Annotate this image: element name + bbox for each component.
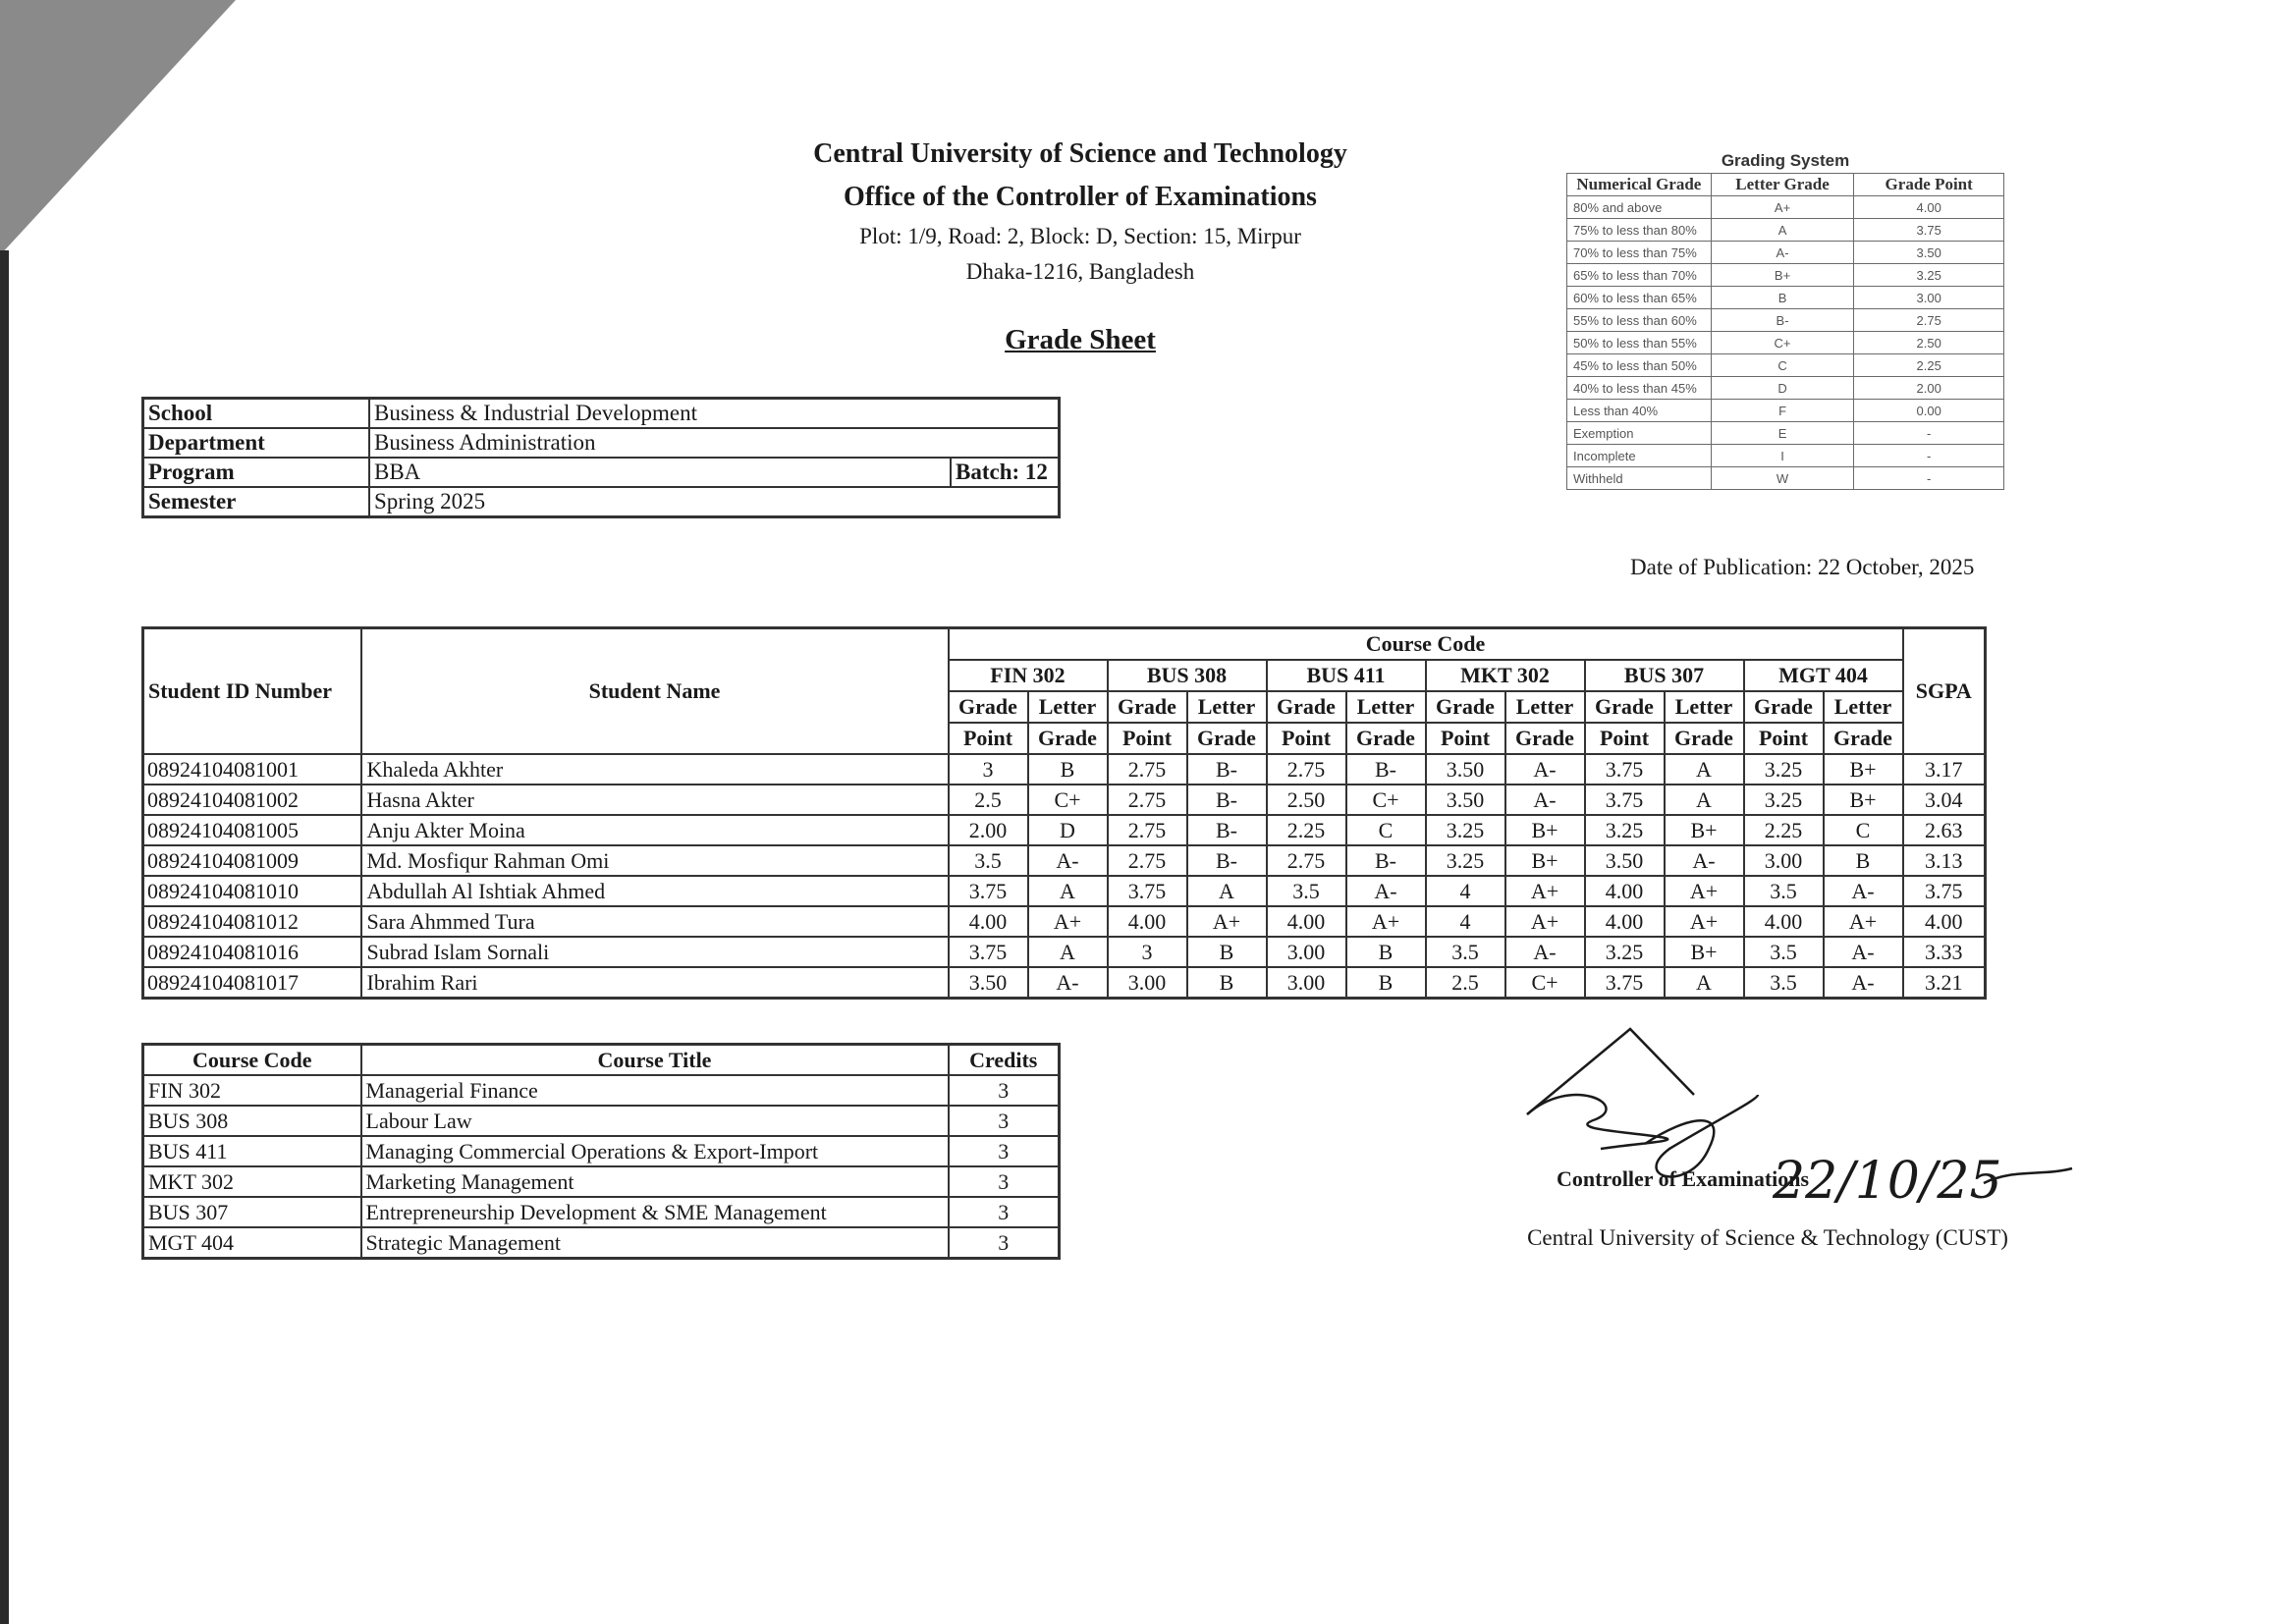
sgpa-cell: 3.13: [1903, 845, 1986, 876]
grading-numerical: Incomplete: [1567, 445, 1712, 467]
student-name: Anju Akter Moina: [361, 815, 949, 845]
grade-point-header: Point: [1744, 723, 1824, 754]
student-name: Khaleda Akhter: [361, 754, 949, 785]
student-id: 08924104081002: [143, 785, 361, 815]
letter-grade-cell: A: [1665, 785, 1744, 815]
grade-point-header: Grade: [949, 691, 1028, 723]
grading-point: 0.00: [1854, 400, 2004, 422]
page-title: Grade Sheet: [1005, 324, 1156, 355]
grade-point-cell: 2.5: [949, 785, 1028, 815]
course-credits: 3: [949, 1227, 1060, 1259]
grading-numerical: 55% to less than 60%: [1567, 309, 1712, 332]
grading-row: [1567, 377, 2004, 400]
grading-row: [1567, 309, 2004, 332]
grade-point-cell: 4.00: [1585, 906, 1665, 937]
student-name-header: Student Name: [361, 628, 949, 755]
grade-point-cell: 4: [1426, 906, 1505, 937]
letter-grade-header: Letter: [1505, 691, 1585, 723]
student-name: Abdullah Al Ishtiak Ahmed: [361, 876, 949, 906]
batch-value: Batch: 12: [951, 458, 1060, 487]
grade-point-header: Point: [949, 723, 1028, 754]
course-header: FIN 302: [949, 660, 1108, 691]
grade-point-header: Point: [1585, 723, 1665, 754]
letter-grade-cell: A-: [1824, 876, 1903, 906]
course-title: Managing Commercial Operations & Export-Import: [361, 1136, 949, 1166]
grade-point-cell: 3.25: [1585, 815, 1665, 845]
address-line-2: Dhaka-1216, Bangladesh: [965, 259, 1195, 284]
sgpa-cell: 3.04: [1903, 785, 1986, 815]
grade-point-cell: 3.00: [1108, 967, 1187, 999]
student-name: Ibrahim Rari: [361, 967, 949, 999]
letter-grade-cell: A-: [1824, 967, 1903, 999]
grade-point-cell: 3.75: [949, 937, 1028, 967]
grading-point: 3.75: [1854, 219, 2004, 242]
student-name: Hasna Akter: [361, 785, 949, 815]
grade-point-cell: 2.75: [1108, 845, 1187, 876]
signature-scribble: [1434, 1021, 2102, 1227]
grading-point: 2.00: [1854, 377, 2004, 400]
letter-grade-cell: B-: [1187, 754, 1267, 785]
list-item: [143, 1075, 1060, 1106]
grade-point-cell: 3.75: [1585, 754, 1665, 785]
grade-point-cell: 3.50: [1426, 785, 1505, 815]
letter-grade-cell: B: [1187, 967, 1267, 999]
table-row: [143, 876, 1986, 906]
grading-numerical: 70% to less than 75%: [1567, 242, 1712, 264]
letter-grade-cell: B: [1346, 937, 1426, 967]
grade-point-cell: 3.75: [949, 876, 1028, 906]
letter-grade-cell: B: [1187, 937, 1267, 967]
student-id: 08924104081017: [143, 967, 361, 999]
grading-letter: B-: [1711, 309, 1854, 332]
grade-point-cell: 3.5: [949, 845, 1028, 876]
letter-grade-cell: B-: [1187, 785, 1267, 815]
school-value: Business & Industrial Development: [369, 399, 1060, 429]
letter-grade-cell: B: [1028, 754, 1108, 785]
grading-letter: E: [1711, 422, 1854, 445]
letter-grade-cell: B-: [1346, 845, 1426, 876]
letter-grade-cell: B+: [1665, 937, 1744, 967]
letter-grade-header: Letter: [1187, 691, 1267, 723]
letter-grade-cell: A-: [1505, 937, 1585, 967]
table-row: [143, 845, 1986, 876]
grading-numerical: 65% to less than 70%: [1567, 264, 1712, 287]
grading-numerical: 40% to less than 45%: [1567, 377, 1712, 400]
grading-letter: D: [1711, 377, 1854, 400]
grade-point-cell: 3.50: [949, 967, 1028, 999]
program-info-table: [141, 397, 1061, 518]
grading-letter: A+: [1711, 196, 1854, 219]
grading-numerical: 50% to less than 55%: [1567, 332, 1712, 354]
letter-grade-cell: B+: [1505, 815, 1585, 845]
grading-numerical: 45% to less than 50%: [1567, 354, 1712, 377]
letter-grade-cell: C: [1824, 815, 1903, 845]
grade-point-header: Point: [1426, 723, 1505, 754]
program-value: BBA: [369, 458, 951, 487]
controller-label: Controller of Examinations: [1557, 1166, 1810, 1191]
letter-grade-cell: A+: [1505, 906, 1585, 937]
course-credits: 3: [949, 1136, 1060, 1166]
letter-grade-cell: B: [1346, 967, 1426, 999]
university-name: Central University of Science and Technology: [813, 138, 1347, 169]
course-credits: 3: [949, 1106, 1060, 1136]
course-header: BUS 307: [1585, 660, 1744, 691]
grading-point: 3.00: [1854, 287, 2004, 309]
letter-grade-cell: A: [1028, 876, 1108, 906]
letter-grade-cell: D: [1028, 815, 1108, 845]
grade-point-cell: 3.50: [1585, 845, 1665, 876]
grade-point-cell: 4.00: [1585, 876, 1665, 906]
grading-letter: A: [1711, 219, 1854, 242]
grading-system-title: Grading System: [1721, 151, 1850, 170]
list-item: [143, 1197, 1060, 1227]
grading-row: [1567, 422, 2004, 445]
address-line-1: Plot: 1/9, Road: 2, Block: D, Section: 15, Mirpur: [859, 224, 1301, 248]
grading-numerical: 75% to less than 80%: [1567, 219, 1712, 242]
letter-grade-cell: A-: [1028, 967, 1108, 999]
grade-point-cell: 3.25: [1426, 815, 1505, 845]
course-code: MGT 404: [143, 1227, 361, 1259]
grading-letter: I: [1711, 445, 1854, 467]
grading-numerical: Less than 40%: [1567, 400, 1712, 422]
grade-point-cell: 4.00: [1108, 906, 1187, 937]
grading-point: -: [1854, 445, 2004, 467]
student-name: Sara Ahmmed Tura: [361, 906, 949, 937]
letter-grade-header: Grade: [1346, 723, 1426, 754]
grade-point-cell: 2.25: [1744, 815, 1824, 845]
course-code: BUS 308: [143, 1106, 361, 1136]
school-label: School: [143, 399, 370, 429]
grading-letter: A-: [1711, 242, 1854, 264]
grading-row: [1567, 400, 2004, 422]
grading-row: [1567, 287, 2004, 309]
letter-grade-cell: A+: [1665, 906, 1744, 937]
list-item: [143, 1136, 1060, 1166]
grading-numerical: Exemption: [1567, 422, 1712, 445]
letter-grade-cell: A+: [1187, 906, 1267, 937]
course-code: BUS 411: [143, 1136, 361, 1166]
student-id: 08924104081012: [143, 906, 361, 937]
grading-point: 2.75: [1854, 309, 2004, 332]
grade-point-cell: 3.25: [1744, 785, 1824, 815]
university-footer: Central University of Science & Technology (CUST): [1527, 1225, 2008, 1250]
grade-point-cell: 3.5: [1744, 967, 1824, 999]
student-name: Md. Mosfiqur Rahman Omi: [361, 845, 949, 876]
grade-point-cell: 4.00: [1744, 906, 1824, 937]
course-code: FIN 302: [143, 1075, 361, 1106]
grade-point-header: Point: [1108, 723, 1187, 754]
grading-letter: C+: [1711, 332, 1854, 354]
course-title: Marketing Management: [361, 1166, 949, 1197]
course-code: BUS 307: [143, 1197, 361, 1227]
grade-point-cell: 2.5: [1426, 967, 1505, 999]
signature-date: 22/10/25: [1773, 1152, 2002, 1211]
sgpa-cell: 3.21: [1903, 967, 1986, 999]
grading-system: [1566, 149, 2004, 490]
course-title: Labour Law: [361, 1106, 949, 1136]
letter-grade-cell: A: [1665, 754, 1744, 785]
grade-point-cell: 3.00: [1267, 937, 1346, 967]
letter-grade-cell: A+: [1665, 876, 1744, 906]
table-row: [143, 754, 1986, 785]
sgpa-cell: 3.17: [1903, 754, 1986, 785]
table-row: [143, 815, 1986, 845]
course-title: Managerial Finance: [361, 1075, 949, 1106]
grade-point-cell: 3.5: [1267, 876, 1346, 906]
grade-point-cell: 3.25: [1744, 754, 1824, 785]
student-id: 08924104081010: [143, 876, 361, 906]
grading-letter: B: [1711, 287, 1854, 309]
grading-point: 2.25: [1854, 354, 2004, 377]
grade-point-cell: 2.75: [1108, 754, 1187, 785]
list-item: [143, 1166, 1060, 1197]
scan-corner-fold: [0, 0, 236, 255]
grade-point-cell: 3.00: [1267, 967, 1346, 999]
letter-grade-header: Letter: [1824, 691, 1903, 723]
grading-row: [1567, 332, 2004, 354]
grade-point-cell: 4.00: [949, 906, 1028, 937]
grade-point-cell: 4: [1426, 876, 1505, 906]
sgpa-cell: 3.75: [1903, 876, 1986, 906]
course-header: MGT 404: [1744, 660, 1903, 691]
grading-point: -: [1854, 422, 2004, 445]
course-credits: 3: [949, 1075, 1060, 1106]
letter-grade-cell: A+: [1346, 906, 1426, 937]
letter-grade-cell: A-: [1824, 937, 1903, 967]
grading-row: [1567, 445, 2004, 467]
course-code: MKT 302: [143, 1166, 361, 1197]
course-header: BUS 308: [1108, 660, 1267, 691]
grade-point-cell: 3.5: [1744, 937, 1824, 967]
grading-point: 3.25: [1854, 264, 2004, 287]
publication-date: Date of Publication: 22 October, 2025: [1630, 555, 1975, 579]
grading-letter: F: [1711, 400, 1854, 422]
grading-letter: W: [1711, 467, 1854, 490]
grade-table: [141, 626, 1987, 1000]
letter-grade-cell: B-: [1187, 815, 1267, 845]
grading-row: [1567, 242, 2004, 264]
grade-point-header: Grade: [1585, 691, 1665, 723]
student-id-header: Student ID Number: [143, 628, 361, 755]
letter-grade-header: Grade: [1187, 723, 1267, 754]
course-header: MKT 302: [1426, 660, 1585, 691]
grading-row: [1567, 219, 2004, 242]
letter-grade-cell: A+: [1824, 906, 1903, 937]
sgpa-cell: 4.00: [1903, 906, 1986, 937]
office-name: Office of the Controller of Examinations: [844, 182, 1317, 212]
sgpa-cell: 3.33: [1903, 937, 1986, 967]
grade-point-cell: 3.75: [1585, 967, 1665, 999]
letter-grade-cell: A-: [1505, 785, 1585, 815]
letter-grade-cell: A+: [1505, 876, 1585, 906]
semester-value: Spring 2025: [369, 487, 1060, 517]
document-header: [687, 133, 1473, 290]
grading-numerical: Withheld: [1567, 467, 1712, 490]
letter-grade-header: Grade: [1824, 723, 1903, 754]
grading-header-letter: Letter Grade: [1711, 174, 1854, 196]
credits-col-header: Credits: [949, 1045, 1060, 1076]
table-row: [143, 967, 1986, 999]
letter-grade-cell: B+: [1824, 785, 1903, 815]
list-item: [143, 1227, 1060, 1259]
letter-grade-cell: A: [1028, 937, 1108, 967]
grade-point-header: Grade: [1108, 691, 1187, 723]
semester-label: Semester: [143, 487, 370, 517]
grading-point: 4.00: [1854, 196, 2004, 219]
list-item: [143, 1106, 1060, 1136]
student-id: 08924104081005: [143, 815, 361, 845]
grading-row: [1567, 264, 2004, 287]
course-credits: 3: [949, 1166, 1060, 1197]
letter-grade-cell: A-: [1028, 845, 1108, 876]
letter-grade-cell: B+: [1824, 754, 1903, 785]
grading-header-point: Grade Point: [1854, 174, 2004, 196]
table-row: [143, 906, 1986, 937]
grading-point: 3.50: [1854, 242, 2004, 264]
grade-point-cell: 3.25: [1585, 937, 1665, 967]
course-credits: 3: [949, 1197, 1060, 1227]
grade-point-cell: 3.25: [1426, 845, 1505, 876]
scan-left-edge: [0, 250, 9, 1624]
grade-point-cell: 2.75: [1108, 815, 1187, 845]
sgpa-header: SGPA: [1903, 628, 1986, 755]
letter-grade-cell: B-: [1187, 845, 1267, 876]
grade-point-cell: 2.50: [1267, 785, 1346, 815]
grade-point-cell: 2.75: [1267, 845, 1346, 876]
letter-grade-cell: B: [1824, 845, 1903, 876]
letter-grade-cell: A: [1665, 967, 1744, 999]
grading-letter: C: [1711, 354, 1854, 377]
student-id: 08924104081016: [143, 937, 361, 967]
grade-point-cell: 3.5: [1426, 937, 1505, 967]
grade-point-cell: 3.75: [1585, 785, 1665, 815]
letter-grade-header: Letter: [1665, 691, 1744, 723]
letter-grade-header: Grade: [1505, 723, 1585, 754]
letter-grade-cell: C+: [1028, 785, 1108, 815]
grading-point: 2.50: [1854, 332, 2004, 354]
course-code-col-header: Course Code: [143, 1045, 361, 1076]
grade-point-header: Grade: [1744, 691, 1824, 723]
letter-grade-cell: C: [1346, 815, 1426, 845]
letter-grade-cell: B+: [1505, 845, 1585, 876]
grading-numerical: 60% to less than 65%: [1567, 287, 1712, 309]
grading-header-numerical: Numerical Grade: [1567, 174, 1712, 196]
grade-point-cell: 3.50: [1426, 754, 1505, 785]
grade-point-cell: 3.75: [1108, 876, 1187, 906]
grading-row: [1567, 354, 2004, 377]
grade-point-cell: 3.5: [1744, 876, 1824, 906]
letter-grade-cell: A: [1187, 876, 1267, 906]
grade-point-cell: 2.75: [1108, 785, 1187, 815]
letter-grade-cell: C+: [1346, 785, 1426, 815]
sgpa-cell: 2.63: [1903, 815, 1986, 845]
letter-grade-header: Grade: [1028, 723, 1108, 754]
grade-point-cell: 3.00: [1744, 845, 1824, 876]
course-list-table: [141, 1043, 1061, 1260]
grade-point-cell: 2.25: [1267, 815, 1346, 845]
letter-grade-cell: C+: [1505, 967, 1585, 999]
grade-point-cell: 3: [949, 754, 1028, 785]
table-row: [143, 937, 1986, 967]
letter-grade-cell: A-: [1665, 845, 1744, 876]
grade-point-cell: 2.75: [1267, 754, 1346, 785]
grade-point-header: Grade: [1267, 691, 1346, 723]
grade-point-cell: 3: [1108, 937, 1187, 967]
grade-point-cell: 4.00: [1267, 906, 1346, 937]
table-row: [143, 785, 1986, 815]
signature-block: [1434, 1021, 2102, 1257]
student-id: 08924104081009: [143, 845, 361, 876]
department-label: Department: [143, 428, 370, 458]
course-title: Entrepreneurship Development & SME Management: [361, 1197, 949, 1227]
grading-system-table: [1566, 173, 2004, 490]
letter-grade-header: Letter: [1028, 691, 1108, 723]
grade-point-header: Point: [1267, 723, 1346, 754]
course-header: BUS 411: [1267, 660, 1426, 691]
grading-row: [1567, 196, 2004, 219]
grade-point-header: Grade: [1426, 691, 1505, 723]
course-title: Strategic Management: [361, 1227, 949, 1259]
grading-numerical: 80% and above: [1567, 196, 1712, 219]
letter-grade-header: Letter: [1346, 691, 1426, 723]
grade-point-cell: 2.00: [949, 815, 1028, 845]
program-label: Program: [143, 458, 370, 487]
letter-grade-cell: B-: [1346, 754, 1426, 785]
letter-grade-cell: A-: [1505, 754, 1585, 785]
letter-grade-header: Grade: [1665, 723, 1744, 754]
letter-grade-cell: B+: [1665, 815, 1744, 845]
course-code-header: Course Code: [949, 628, 1903, 661]
letter-grade-cell: A+: [1028, 906, 1108, 937]
letter-grade-cell: A-: [1346, 876, 1426, 906]
course-title-col-header: Course Title: [361, 1045, 949, 1076]
grading-point: -: [1854, 467, 2004, 490]
student-name: Subrad Islam Sornali: [361, 937, 949, 967]
department-value: Business Administration: [369, 428, 1060, 458]
grading-row: [1567, 467, 2004, 490]
grading-letter: B+: [1711, 264, 1854, 287]
student-id: 08924104081001: [143, 754, 361, 785]
